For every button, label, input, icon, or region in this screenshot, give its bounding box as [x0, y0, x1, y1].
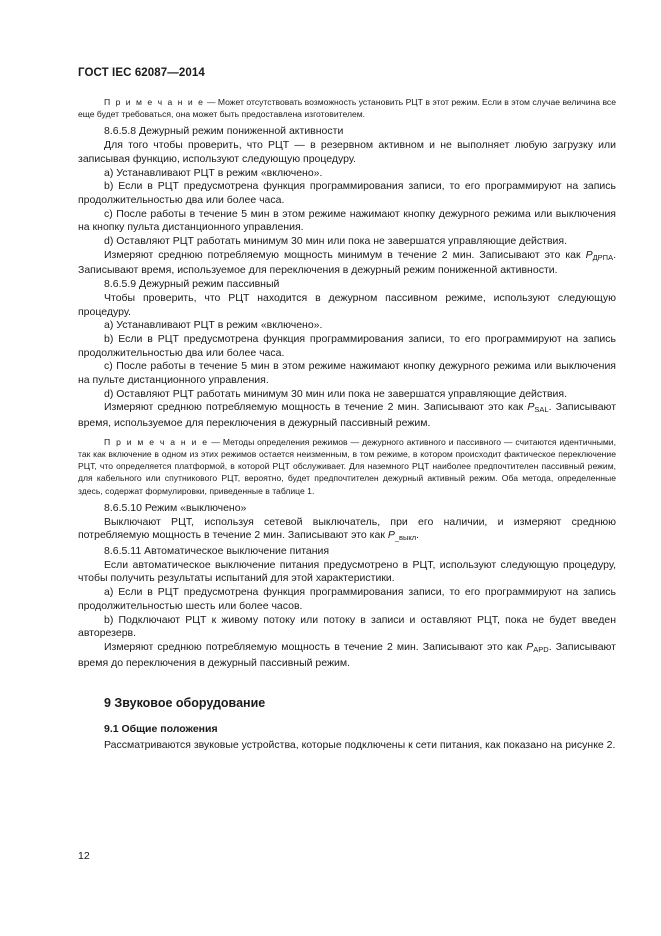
- clause-8-6-5-8-step-c: с) После работы в течение 5 мин в этом режиме нажимают кнопку дежурного режима или выключения на кнопку пульта дистанционного управления.: [78, 207, 616, 234]
- power-symbol: P: [387, 529, 395, 542]
- clause-8-6-5-8-step-b: b) Если в РЦТ предусмотрена функция программирования записи, то его программируют на запись продолжительностью два или более часа.: [78, 180, 616, 206]
- clause-8-6-5-9-step-d: d) Оставляют РЦТ работать минимум 30 мин или пока не завершатся управляющие действия.: [104, 387, 568, 400]
- clause-text: Выключают РЦТ, используя сетевой выключатель, при его наличии, и измеряют среднюю потребляемую мощность в течение 2 мин. Записывают это как: [78, 515, 616, 542]
- clause-8-6-5-8-step-d: d) Оставляют РЦТ работать минимум 30 мин или пока не завершатся управляющие действия.: [104, 235, 568, 248]
- power-subscript: SAL: [534, 405, 549, 415]
- measure-text: Измеряют среднюю потребляемую мощность в течение 2 мин. Записывают это как: [104, 401, 528, 414]
- note-label: П р и м е ч а н и е: [104, 97, 205, 107]
- clause-8-6-5-9-measure: [78, 401, 616, 430]
- document-header: ГОСТ IEC 62087—2014: [78, 67, 205, 79]
- power-symbol: P: [527, 401, 535, 414]
- clause-8-6-5-8-title: 8.6.5.8 Дежурный режим пониженной активности: [104, 125, 344, 138]
- clause-8-6-5-11-step-b: b) Подключают РЦТ к живому потоку или потоку в записи и оставляют РЦТ, пока не будет введен авторезерв.: [78, 613, 616, 640]
- measure-text-end: . Записывают время, используемое для переключения в дежурный режим пониженной активности.: [78, 248, 616, 277]
- section-9-1-text: Рассматриваются звуковые устройства, которые подключены к сети питания, как показано на рисунке 2.: [104, 739, 616, 752]
- page-number: 12: [78, 850, 90, 862]
- measure-text-end: . Записывают время до переключения в дежурный пассивный режим.: [78, 640, 616, 669]
- note-label: П р и м е ч а н и е: [104, 436, 209, 447]
- page-body: [78, 96, 616, 753]
- power-subscript: ДРПА: [592, 252, 614, 262]
- measure-text: Измеряют среднюю потребляемую мощность минимум в течение 2 мин. Записывают это как: [104, 248, 586, 261]
- note-text: — Может отсутствовать возможность установить РЦТ в этот режим. Если в этом случае величина все еще будет требоваться, она может быть предоставлена изготовителем.: [78, 97, 617, 120]
- note-2: [78, 436, 616, 497]
- clause-8-6-5-9-step-c: с) После работы в течение 5 мин в этом режиме нажимают кнопку дежурного режима или выключения на пульте дистанционного управления.: [78, 360, 616, 387]
- measure-text: Измеряют среднюю потребляемую мощность в течение 2 мин. Записывают это как: [104, 640, 527, 653]
- clause-8-6-5-10-title: 8.6.5.10 Режим «выключено»: [104, 501, 247, 514]
- clause-8-6-5-9-step-a: а) Устанавливают РЦТ в режим «включено».: [104, 319, 323, 332]
- clause-8-6-5-9-intro: Чтобы проверить, что РЦТ находится в дежурном пассивном режиме, используют следующую процедуру.: [78, 291, 616, 318]
- clause-8-6-5-11-title: 8.6.5.11 Автоматическое выключение питания: [104, 545, 330, 557]
- clause-8-6-5-11-measure: [78, 641, 616, 670]
- clause-8-6-5-9-step-b: b) Если в РЦТ предусмотрена функция программирования записи, то его программируют на запись продолжительностью два или более часа.: [78, 332, 616, 359]
- section-9-1-title: 9.1 Общие положения: [104, 723, 218, 736]
- note-1: [78, 96, 616, 120]
- clause-8-6-5-9-title: 8.6.5.9 Дежурный режим пассивный: [104, 278, 280, 291]
- clause-8-6-5-8-intro: Для того чтобы проверить, что РЦТ — в резервном активном и не выполняет любую загрузку или записывая функцию, используют следующую процедуру.: [78, 139, 616, 165]
- clause-8-6-5-11-intro: Если автоматическое выключение питания предусмотрено в РЦТ, используют следующую процедуру, чтобы получить результаты испытаний для этой характеристики.: [78, 558, 616, 585]
- power-symbol: P: [526, 640, 534, 653]
- clause-8-6-5-11-step-a: а) Если в РЦТ предусмотрена функция программирования записи, то его программируют на запись продолжительностью шесть или более часов.: [78, 586, 616, 612]
- power-subscript: APD: [533, 644, 549, 654]
- clause-text-end: .: [416, 529, 420, 542]
- clause-8-6-5-8-step-a: а) Устанавливают РЦТ в режим «включено».: [104, 166, 323, 179]
- measure-text-end: . Записывают время, используемое для переключения в дежурный пассивный режим.: [78, 401, 617, 430]
- section-9-title: 9 Звуковое оборудование: [104, 696, 266, 711]
- clause-8-6-5-10-text: [78, 516, 616, 545]
- note-text: — Методы определения режимов — дежурного активного и пассивного — считаются идентичными, так как включение в одном из этих режимов остается неизменным, в том режиме, в котором происходит фактическое переключение РЦТ, что определяется платформой, в которой РЦТ обслуживает. Для наземного РЦТ наиболее предпочтителен пассивный режим, для кабельного или спутникового РЦТ, вероятно, будет предпочтителен дежурный активный режим. Оба метода, определенные здесь, содержат формулировки, приведенные в таблице 1.: [78, 436, 616, 496]
- power-subscript: _выкл: [394, 533, 417, 543]
- power-symbol: P: [585, 248, 593, 261]
- clause-8-6-5-8-measure: [78, 249, 616, 278]
